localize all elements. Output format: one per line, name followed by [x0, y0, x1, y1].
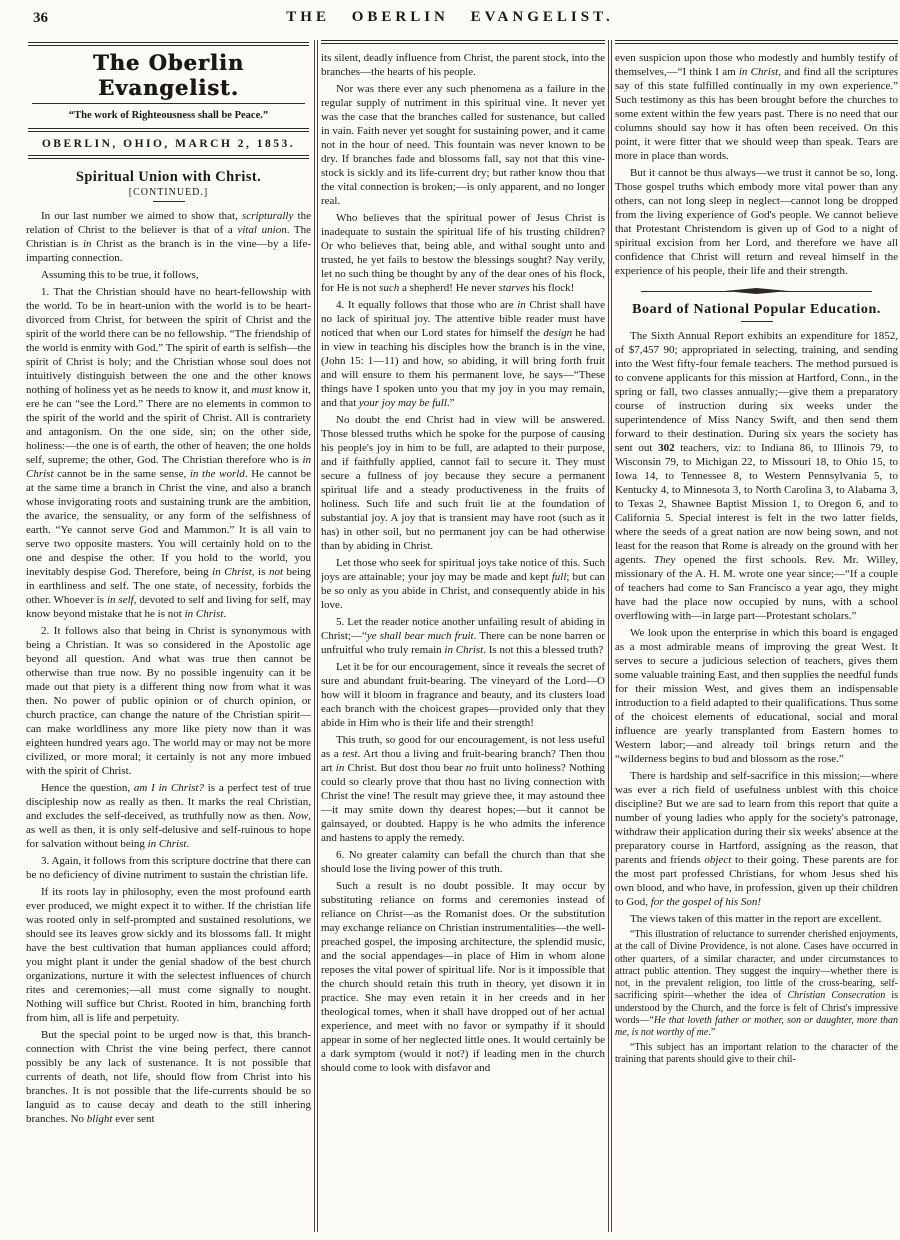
- paragraph: 2. It follows also that being in Christ is synonymous with being a Christian. It was so considered in the Apostolic age beyond all question. And what was true then cannot be otherwise than true now. By no possible ingenuity can it be made out that piety is a different thing now from what it was then. No power of public opinion or of church opinion, or church practice, can change the nature of the Christian spirit—can make worldliness any more like piety now than it was eighteen hundred years ago. The world may or may not be more civilized, or more moral; it certainly is not any more imbued with the spirit of Christ.: [26, 625, 311, 777]
- paragraph: But the special point to be urged now is that, this branch-connection with Christ the vine being perfect, there cannot possibly be any lack of sustenance. It is not possible that currents of death, not life, should flow from Christ into his branches. It is not possible that the life-currents should be so languid as to cause decay and death to the still inhering branches. No blight ever sent: [26, 1029, 311, 1125]
- masthead: [26, 42, 311, 159]
- masthead-title: The Oberlin Evangelist.: [92, 50, 245, 100]
- dateline: OBERLIN, OHIO, MARCH 2, 1853.: [41, 138, 296, 150]
- article1-body-col3: [615, 51, 898, 278]
- masthead-bottom-rule: [28, 155, 309, 159]
- paragraph: “This illustration of reluctance to surrender cherished enjoyments, at the call of Divine Providence, is not alone. Cases have occurred in other quarters, of a similar character, and under circumstances to attract public attention. They suggest the inquiry—whether there is not, in the prevalent religion, too little of the cross-bearing, self-sacrificing spirit—whether the idea of Christian Consecration is understood by the Church, and the force is felt of Christ's impressive words—“He that loveth father or mother, son or daughter, more than me, is not worthy of me.”: [615, 929, 898, 1039]
- paragraph: 5. Let the reader notice another unfailing result of abiding in Christ;—“ye shall bear much fruit. There can be none barren or unfruitful who truly remain in Christ. Is not this a blessed truth?: [321, 616, 605, 656]
- paragraph: This truth, so good for our encouragement, is not less useful as a test. Art thou a living and fruit-bearing branch? Then thou art in Christ. But dost thou bear no fruit unto holiness? Nothing could so clearly prove that thou hast no living connection with Christ the vine! The result may grieve thee, it may astound thee—it may smite down thy dearest hopes;—but it cannot be gainsayed, or doubted. Happy is he who admits the inference and hastens to apply the remedy.: [321, 734, 605, 844]
- column-middle: [321, 40, 605, 1232]
- article2-title: Board of National Popular Education.: [632, 302, 881, 317]
- paragraph: There is hardship and self-sacrifice in this mission;—where was ever a rich field of usefulness unblest with this choice discipline? But we are sad to learn from this report that quite a number of young ladies who apply for the society's patronage, withdraw their application during their six weeks' absence at the preparatory course in Hartford, assigning as the reason, that parents and friends object to their going. These parents are for the most part professed Christians, for whom Jesus shed his own blood, and who have, in profession, given up their children to God, for the gospel of his Son!: [615, 770, 898, 908]
- diamond-divider-icon: [725, 288, 789, 294]
- paragraph: 3. Again, it follows from this scripture doctrine that there can be no deficiency of divine nutriment to sustain the christian life.: [26, 855, 311, 881]
- paragraph: 6. No greater calamity can befall the church than that she should lose the living power of this truth.: [321, 849, 605, 875]
- paragraph: 4. It equally follows that those who are in Christ shall have no lack of spiritual joy. The attentive bible reader must have noticed that when our Lord states for himself the design he had in view in teaching his disciples how the branch is in the vine, (John 15: 1—11) and how, so abiding, it will bring forth fruit and will ensure to them his permanent love, he says—“These things have I spoken unto you that my joy in you may remain, and that your joy may be full.”: [321, 299, 605, 409]
- paragraph: The views taken of this matter in the report are excellent.: [630, 913, 882, 925]
- page-header: [0, 0, 900, 40]
- column-right: [615, 40, 898, 1232]
- column-top-rule: [321, 40, 605, 44]
- article2-head-rule: [741, 321, 773, 322]
- column-divider-1: [314, 40, 318, 1232]
- article1-continued-label: [CONTINUED.]: [128, 187, 209, 198]
- article-divider: [641, 288, 872, 294]
- paragraph: Who believes that the spiritual power of Jesus Christ is inadequate to sustain the spiritual life of his trusting children? Or who believes that, being able, and withal sought unto and trusted, he yet fails to bestow the blessings sought? Nay verily, let no such thing be thought by any of the dear ones of his flock, for He is not such a shepherd! He never starves his flock!: [321, 212, 605, 294]
- paragraph: Hence the question, am I in Christ? is a perfect test of true discipleship now as really as then. It marks the real Christian, and excludes the self-deceived, as truthfully now as then. Now, as well as then, it is only self-delusive and self-ruinous to hope for salvation without being in Christ.: [26, 782, 311, 850]
- masthead-mid-rule: [28, 128, 309, 132]
- page-number: 36: [33, 10, 48, 26]
- article2-body: [615, 329, 898, 1066]
- paragraph: Assuming this to be true, it follows,: [41, 269, 199, 281]
- paragraph: But it cannot be thus always—we trust it cannot be so, long. Those gospel truths which embody more vital power than any others, can not long sleep in neglect—cannot long be dropped from the living experience of God's people. We cannot believe that Protestant Christendom is given up of God to a night of spiritual excision from her Lord, and therefore we have all confidence that Christ will return and reveal himself in the experience of his people, their life and their strength.: [615, 167, 898, 277]
- paragraph: even suspicion upon those who modestly and humbly testify of themselves,—“I think I am in Christ, and find all the scriptures say of this state fulfilled continually in my own experience.” Such testimony as this has been brought before the churches to some extent within the few years past. There is no need that our columns should say how it has often been received. On this point, it were fitter that we should weep than speak. Tears are more in place than words.: [615, 52, 898, 162]
- paragraph: The Sixth Annual Report exhibits an expenditure for 1852, of $7,457 90; appropriated in selecting, training, and sending into the West fifty-four female teachers. The method pursued is to convene applicants for this mission at Hartford, Conn., in the spring or fall, two classes annually;—give them a preparatory course of instruction during six weeks under the superintendence of Miss Nancy Swift, and then send them forward to their destination. During six years the society has sent out 302 teachers, viz: to Indiana 86, to Illinois 79, to Wisconsin 79, to Michigan 22, to Missouri 18, to Ohio 15, to Iowa 14, to Tennessee 8, to Western Pennsylvania 5, to Kentucky 4, to Minnesota 3, to North Carolina 3, to Alabama 3, to Texas 2, Shawnee Baptist Mission 1, to Oregon 6, and to California 5. Special interest is felt in the two latter fields, where the seeds of a great nation are now being sown, and not least for the reason that Rome is already on the ground with her agents. They opened the first schools. Rev. Mr. Willey, missionary of the A. H. M. wrote one year since;—“If a couple of teachers had come to San Francisco a year ago, they might have had the place now occupied by nuns, with a school overflowing with—in large part—Protestant scholars.”: [615, 330, 898, 622]
- masthead-divider-rule: [32, 103, 305, 104]
- article1-head-rule: [153, 201, 185, 202]
- article1-body-col2: [321, 51, 605, 1075]
- paragraph: Let those who seek for spiritual joys take notice of this. Such joys are attainable; your joy may be made and kept full; but can be so only as you abide in Christ, and consequently abide in his love.: [321, 557, 605, 611]
- paper-header-title: THE OBERLIN EVANGELIST.: [286, 9, 614, 25]
- paragraph: 1. That the Christian should have no heart-fellowship with the world. To be in heart-union with the world is to be heart-divorced from Christ, for between the spirit of Christ and the spirit of the world there can be no fellowship. “The friendship of the world is enmity with God.” The spirit of earth is selfish—the spirit of Christ is holy; and the Christian whose soul does not intuitively distinguish between the one and the other knows nothing of holiness yet as he needs to know it, and must know it, ere he can “see the Lord.” There are no elements in common to the spirit of the world and the spirit of Christ. All is contrariety and antagonism. On the one side, sin; on the other side, holiness:—the one is of earth, the other of heaven; the one holds self, supreme; the other, God. The Christian therefore who is in Christ cannot be in the same sense, in the world. He cannot be at the same time a branch in Christ the vine, and also a branch whose invigorating roots and sustaining trunk are the ambition, the avarice, the sensuality, or any form of the selfishness of earth. “Ye cannot serve God and Mammon.” It is all vain to serve two opposite masters. You will certainly hold on to the one and despise the other. If you hold to the world, you inevitably despise God. Therefore, being in Christ, is not being in earthliness and self. The one state, of necessity, forbids the other. Whoever is in self, devoted to self and living for self, may know beyond mistake that he is not in Christ.: [26, 286, 311, 620]
- article1-body-col1: [26, 209, 311, 1126]
- column-divider-2: [608, 40, 612, 1232]
- paragraph: In our last number we aimed to show that, scripturally the relation of Christ to the believer is that of a vital union. The Christian is in Christ as the branch is in the vine—by a life-imparting connection.: [26, 210, 311, 264]
- paragraph: its silent, deadly influence from Christ, the parent stock, into the branches—the hearts of his people.: [321, 52, 605, 78]
- paragraph: Nor was there ever any such phenomena as a failure in the regular supply of nutriment in this spiritual vine. It never yet was the case that the branches called for sustenance, but called in vain. Faith never yet sought for sustaining power, and it came not in the hour of need. This fountain was never known to be dry. If branches fade and blossoms fall, say not that this vine-stock is sickly and its life-current dry; but rather know thou that the vital connection is broken;—is only apparent, and no longer real.: [321, 83, 605, 207]
- columns-container: [0, 40, 900, 1232]
- masthead-top-rule: [28, 42, 309, 46]
- paragraph: Such a result is no doubt possible. It may occur by substituting reliance on forms and ceremonies instead of reliance on Christ—as the Romanist does. Or the substitution may exchange reliance on Christian instrumentalities—the well-preached gospel, the imposing architecture, the splendid music, and the social appendages—in place of Him in whom alone reposes the vital power of spiritual life. Nor is it impossible that the church should retain this truth in theory, yet disown it in practice. She may even retain it in her creeds and in her theological tomes, when it shall have dropped out of her actual experience, and meet with no favor or sympathy if it should appear in some of her neglected little ones. It would certainly be a dark symptom (would it not?) if leading men in the church should come to look with disfavor and: [321, 880, 605, 1074]
- masthead-motto: “The work of Righteousness shall be Peace.”: [68, 110, 269, 121]
- paragraph: Let it be for our encouragement, since it reveals the secret of sure and abundant fruit-bearing. The vineyard of the Lord—O how will it bloom in fragrance and beauty, and its clusters load each branch with the choicest grapes—provided only that they abide in Him who is their life and their strength!: [321, 661, 605, 729]
- column-left: [26, 40, 311, 1232]
- paragraph: “This subject has an important relation to the character of the training that parents should give to their chil-: [615, 1041, 898, 1065]
- paragraph: If its roots lay in philosophy, even the most profound earth ever produced, we might expect it to wither. If the christian life was rooted only in self-prompted and sustained resolutions, we should see its leaves grow sickly and its blossoms fall. It might have the best cultivation that human appliances could afford; you might plant it under the genial shadow of the best church organizations, nurture it with the selectest influences of church rites and ceremonies;—all must come signally to nought. Nothing will suffice but Christ. Rooted in him, branching forth from him, all is life and perpetuity.: [26, 886, 311, 1024]
- paragraph: No doubt the end Christ had in view will be answered. Those blessed truths which he spoke for the purpose of causing his people's joy in him to be full, are adapted to their purpose, and if faithfully applied, cannot fail to secure it. They must secure a fullness of joy because they secure a permanent spiritual life and a steady productiveness in the fruits of holiness. Such life and such fruit lie at the foundation of substantial joy. A joy that is transient may have root (such as it has) in other soil, but no permanent joy can be had otherwise than by abiding in Christ.: [321, 414, 605, 552]
- article1-title: Spiritual Union with Christ.: [75, 169, 262, 185]
- column-top-rule: [615, 40, 898, 44]
- paragraph: We look upon the enterprise in which this board is engaged as a most admirable means of improving the great West. It serves to secure a judicious selection of teachers, gives them some valuable training East, and then supplies the needful funds for their mission West, and gives them an indispensable introduction to a field adapted to their qualifications. Thus some of the choicest elements of educational, social and moral influence are yearly transplanted from Eastern homes to Western labor;—and already toil brings return and the “wilderness begins to bud and blossom as the rose.”: [615, 627, 898, 765]
